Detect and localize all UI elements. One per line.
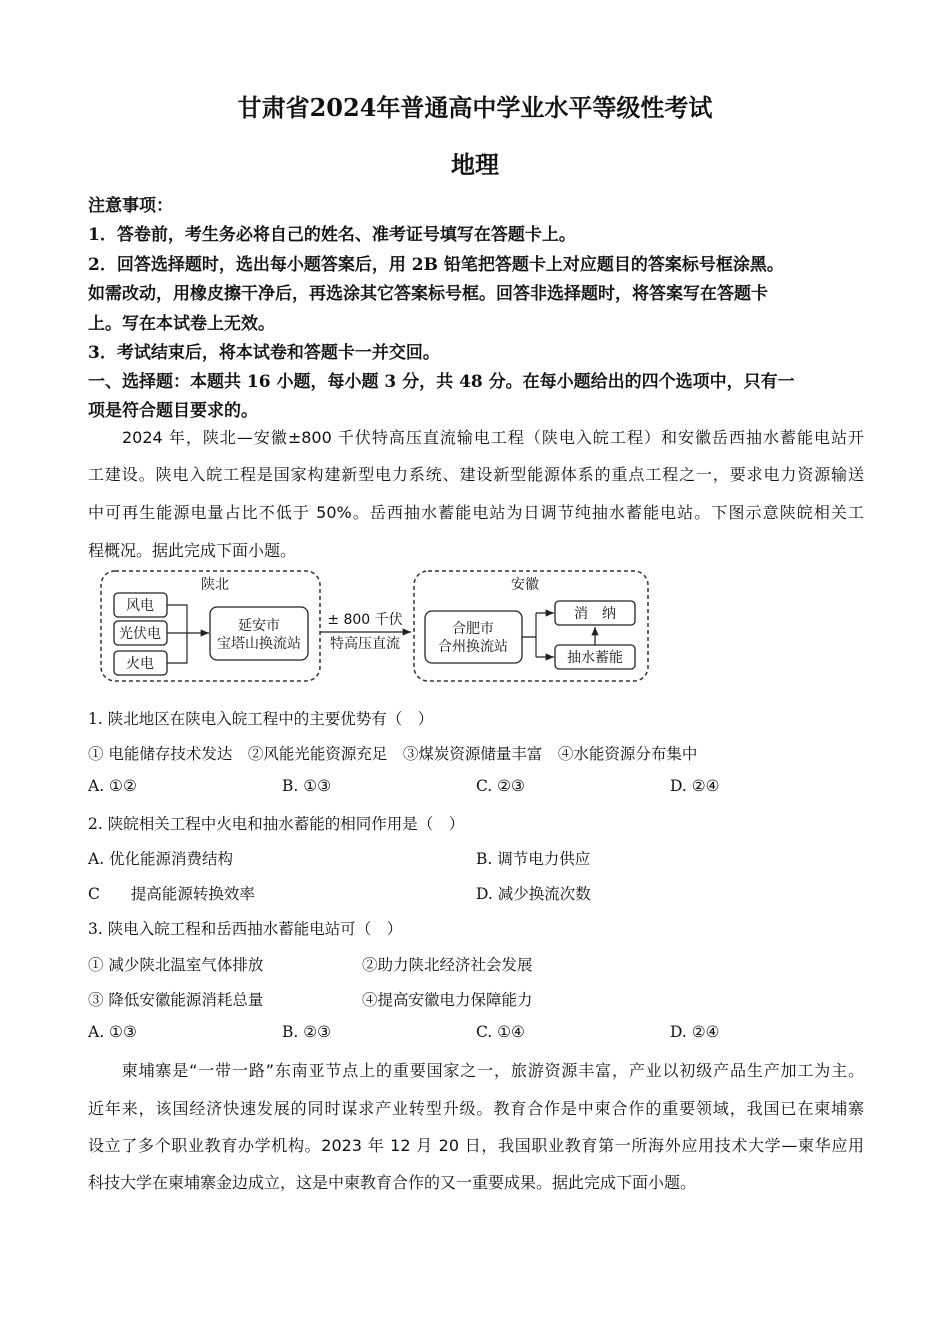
line-voltage: ± 800 千伏: [327, 612, 403, 628]
region-label-shaanbei: 陕北: [201, 577, 229, 593]
q2-option-d[interactable]: D. 减少换流次数: [476, 885, 591, 903]
passage-line: 程概况。据此完成下面小题。: [88, 541, 297, 560]
passage-line: 中可再生能源电量占比不低于 50%。岳西抽水蓄能电站为日调节纯抽水蓄能电站。下图示意陕皖相关工: [88, 503, 864, 522]
q3-statement: ① 减少陕北温室气体排放: [88, 956, 264, 974]
q1-option-c[interactable]: C. ②③: [476, 777, 525, 795]
q2-option-c[interactable]: C 提高能源转换效率: [88, 885, 255, 903]
question-1-statements: ① 电能储存技术发达 ②风能光能资源充足 ③煤炭资源储量丰富 ④水能资源分布集中: [88, 745, 698, 763]
section-heading: 一、选择题：本题共 16 小题，每小题 3 分，共 48 分。在每小题给出的四个选项中，只有一: [88, 372, 795, 392]
q1-option-b[interactable]: B. ①③: [282, 777, 332, 795]
source-wind: 风电: [126, 598, 154, 614]
passage-line: 工建设。陕电入皖工程是国家构建新型电力系统、建设新型能源体系的重点工程之一，要求电力资源输送: [88, 465, 864, 484]
passage-line: 科技大学在柬埔寨金边成立，这是中柬教育合作的又一重要成果。据此完成下面小题。: [88, 1173, 697, 1192]
source-thermal: 火电: [126, 656, 154, 672]
exam-title: 甘肃省2024年普通高中学业水平等级性考试: [237, 93, 713, 122]
note-line: 上。写在本试卷上无效。: [88, 314, 275, 334]
note-line: 如需改动，用橡皮擦干净后，再选涂其它答案标号框。回答非选择题时，将答案写在答题卡: [88, 284, 768, 304]
question-3-stem: 3. 陕电入皖工程和岳西抽水蓄能电站可（ ）: [88, 920, 403, 938]
passage-line: 2024 年，陕北—安徽±800 千伏特高压直流输电工程（陕电入皖工程）和安徽岳西抽水蓄能电站开: [88, 428, 864, 447]
section-heading: 项是符合题目要求的。: [88, 401, 258, 421]
q1-option-a[interactable]: A. ①②: [88, 777, 137, 795]
q3-option-d[interactable]: D. ②④: [670, 1023, 720, 1041]
note-line: 1．答卷前，考生务必将自己的姓名、准考证号填写在答题卡上。: [88, 225, 576, 245]
passage-line: 柬埔寨是“一带一路”东南亚节点上的重要国家之一，旅游资源丰富，产业以初级产品生产加工为主。: [88, 1061, 864, 1080]
yanan-station: 宝塔山换流站: [217, 636, 301, 652]
q2-option-b[interactable]: B. 调节电力供应: [476, 850, 591, 868]
subject-title: 地理: [451, 150, 499, 179]
passage-line: 设立了多个职业教育办学机构。2023 年 12 月 20 日，我国职业教育第一所海外应用技术大学—柬华应用: [88, 1136, 864, 1155]
hefei-station: 合州换流站: [438, 639, 508, 655]
note-line: 2．回答选择题时，选出每小题答案后，用 2B 铅笔把答题卡上对应题目的答案标号框涂黑。: [88, 255, 784, 275]
q3-statement: ④提高安徽电力保障能力: [362, 991, 533, 1009]
pumped-storage-box: 抽水蓄能: [567, 650, 623, 666]
consume-box: 消 纳: [574, 606, 616, 622]
question-2-stem: 2. 陕皖相关工程中火电和抽水蓄能的相同作用是（ ）: [88, 815, 465, 833]
hefei-station: 合肥市: [452, 621, 494, 637]
question-1-stem: 1. 陕北地区在陕电入皖工程中的主要优势有（ ）: [88, 710, 434, 728]
q3-statement: ③ 降低安徽能源消耗总量: [88, 991, 264, 1009]
q3-option-b[interactable]: B. ②③: [282, 1023, 332, 1041]
line-type: 特高压直流: [330, 636, 400, 652]
q3-option-c[interactable]: C. ①④: [476, 1023, 525, 1041]
note-line: 3．考试结束后，将本试卷和答题卡一并交回。: [88, 343, 440, 363]
yanan-station: 延安市: [238, 618, 280, 634]
region-label-anhui: 安徽: [511, 577, 539, 593]
source-solar: 光伏电: [119, 626, 161, 642]
passage-line: 近年来，该国经济快速发展的同时谋求产业转型升级。教育合作是中柬合作的重要领域，我国已在柬埔寨: [88, 1099, 864, 1118]
q3-statement: ②助力陕北经济社会发展: [362, 956, 533, 974]
q2-option-a[interactable]: A. 优化能源消费结构: [88, 850, 234, 868]
q3-option-a[interactable]: A. ①③: [88, 1023, 137, 1041]
q1-option-d[interactable]: D. ②④: [670, 777, 720, 795]
notes-heading: 注意事项：: [88, 196, 173, 216]
